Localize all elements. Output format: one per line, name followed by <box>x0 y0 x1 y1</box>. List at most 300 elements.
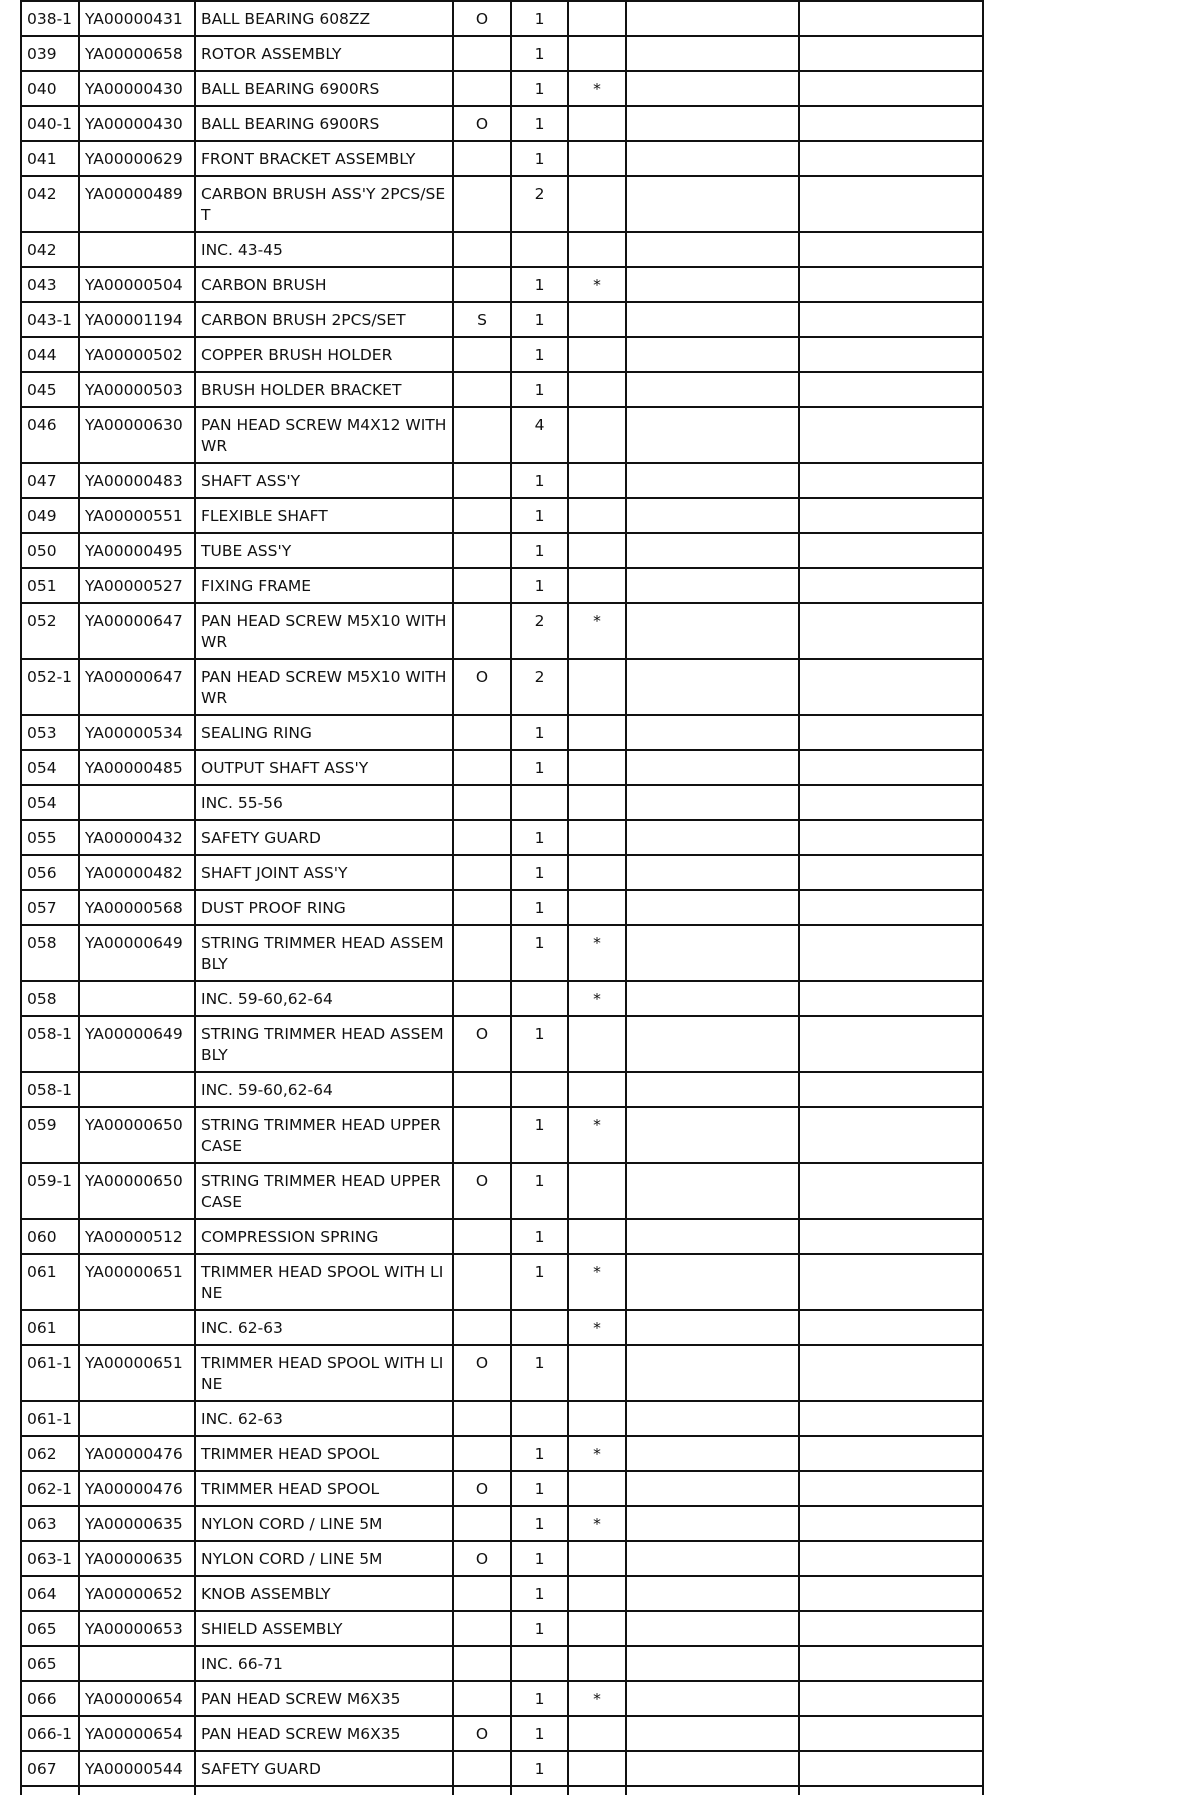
part-number-cell: 058-1 <box>21 1072 79 1107</box>
extra-cell <box>799 463 983 498</box>
extra-cell <box>626 106 799 141</box>
type-cell <box>453 141 511 176</box>
type-cell <box>453 1506 511 1541</box>
part-code-cell: YA00000652 <box>79 1576 195 1611</box>
table-row <box>21 890 983 925</box>
quantity-cell: 1 <box>511 855 568 890</box>
part-code-cell <box>79 785 195 820</box>
quantity-cell <box>511 1310 568 1345</box>
mark-cell <box>568 659 626 715</box>
extra-cell <box>626 71 799 106</box>
mark-cell <box>568 176 626 232</box>
extra-cell <box>626 176 799 232</box>
part-code-cell <box>79 1072 195 1107</box>
table-row <box>21 715 983 750</box>
type-cell <box>453 1436 511 1471</box>
part-code-cell: YA00000630 <box>79 407 195 463</box>
part-number-cell: 041 <box>21 141 79 176</box>
table-row <box>21 1646 983 1681</box>
table-row <box>21 1163 983 1219</box>
quantity-cell: 1 <box>511 1 568 36</box>
extra-cell <box>799 36 983 71</box>
table-row <box>21 820 983 855</box>
parts-list-page <box>20 0 982 1795</box>
extra-cell <box>626 568 799 603</box>
part-code-cell: YA00000651 <box>79 1254 195 1310</box>
extra-cell <box>799 1254 983 1310</box>
extra-cell <box>626 925 799 981</box>
type-cell <box>453 1576 511 1611</box>
part-code-cell: YA00000653 <box>79 1611 195 1646</box>
mark-cell <box>568 232 626 267</box>
table-row <box>21 533 983 568</box>
quantity-cell: 1 <box>511 1506 568 1541</box>
extra-cell <box>626 1401 799 1436</box>
part-number-cell: 040 <box>21 71 79 106</box>
quantity-cell <box>511 232 568 267</box>
quantity-cell: 1 <box>511 1107 568 1163</box>
type-cell: O <box>453 1716 511 1751</box>
type-cell: O <box>453 1541 511 1576</box>
description-cell: SAFETY GUARD <box>195 820 453 855</box>
description-cell: STRING TRIMMER HEAD ASSEMBLY <box>195 925 453 981</box>
description-cell: INC. 43-45 <box>195 232 453 267</box>
quantity-cell: 1 <box>511 1681 568 1716</box>
description-cell: STRING TRIMMER HEAD ASSEMBLY <box>195 1016 453 1072</box>
extra-cell <box>626 1576 799 1611</box>
extra-cell <box>626 1 799 36</box>
quantity-cell: 2 <box>511 659 568 715</box>
description-cell: SAFETY GUARD <box>195 1751 453 1786</box>
extra-cell <box>626 1611 799 1646</box>
type-cell: O <box>453 1016 511 1072</box>
table-row <box>21 1506 983 1541</box>
quantity-cell: 1 <box>511 302 568 337</box>
table-row <box>21 750 983 785</box>
extra-cell <box>799 659 983 715</box>
quantity-cell: 1 <box>511 890 568 925</box>
description-cell: FIXING FRAME <box>195 568 453 603</box>
quantity-cell <box>511 1646 568 1681</box>
quantity-cell: 1 <box>511 1751 568 1786</box>
table-row <box>21 1016 983 1072</box>
mark-cell <box>568 1345 626 1401</box>
mark-cell <box>568 372 626 407</box>
part-code-cell: YA00000650 <box>79 1107 195 1163</box>
quantity-cell: 1 <box>511 36 568 71</box>
extra-cell <box>799 498 983 533</box>
table-row <box>21 302 983 337</box>
extra-cell <box>799 1716 983 1751</box>
type-cell <box>453 267 511 302</box>
part-number-cell: 056 <box>21 855 79 890</box>
extra-cell <box>626 1506 799 1541</box>
extra-cell <box>626 141 799 176</box>
extra-cell <box>799 890 983 925</box>
extra-cell <box>799 1541 983 1576</box>
mark-cell: * <box>568 981 626 1016</box>
description-cell: STRING TRIMMER HEAD UPPER CASE <box>195 1107 453 1163</box>
table-row <box>21 498 983 533</box>
table-cell <box>195 1786 453 1795</box>
part-code-cell: YA00000551 <box>79 498 195 533</box>
description-cell: SHAFT ASS'Y <box>195 463 453 498</box>
mark-cell: * <box>568 1310 626 1345</box>
extra-cell <box>799 855 983 890</box>
quantity-cell: 1 <box>511 337 568 372</box>
part-code-cell: YA00000495 <box>79 533 195 568</box>
extra-cell <box>799 141 983 176</box>
table-cell <box>453 1786 511 1795</box>
quantity-cell <box>511 981 568 1016</box>
type-cell <box>453 1681 511 1716</box>
part-code-cell: YA00000431 <box>79 1 195 36</box>
part-code-cell: YA00000512 <box>79 1219 195 1254</box>
table-row <box>21 36 983 71</box>
part-number-cell: 042 <box>21 232 79 267</box>
quantity-cell: 1 <box>511 372 568 407</box>
table-row <box>21 141 983 176</box>
extra-cell <box>626 36 799 71</box>
mark-cell: * <box>568 1681 626 1716</box>
table-row <box>21 1751 983 1786</box>
description-cell: INC. 62-63 <box>195 1401 453 1436</box>
extra-cell <box>626 820 799 855</box>
extra-cell <box>799 267 983 302</box>
mark-cell <box>568 820 626 855</box>
parts-table-body <box>21 0 983 1795</box>
part-number-cell: 059-1 <box>21 1163 79 1219</box>
part-code-cell: YA00000503 <box>79 372 195 407</box>
extra-cell <box>626 603 799 659</box>
part-code-cell <box>79 1401 195 1436</box>
extra-cell <box>626 1646 799 1681</box>
description-cell: INC. 55-56 <box>195 785 453 820</box>
type-cell: O <box>453 1 511 36</box>
mark-cell <box>568 407 626 463</box>
table-row <box>21 407 983 463</box>
description-cell: PAN HEAD SCREW M5X10 WITH WR <box>195 603 453 659</box>
quantity-cell: 1 <box>511 1163 568 1219</box>
extra-cell <box>799 1506 983 1541</box>
description-cell: OUTPUT SHAFT ASS'Y <box>195 750 453 785</box>
part-code-cell: YA00000649 <box>79 1016 195 1072</box>
quantity-cell: 1 <box>511 1254 568 1310</box>
extra-cell <box>799 1 983 36</box>
part-code-cell: YA00000432 <box>79 820 195 855</box>
part-number-cell: 061 <box>21 1310 79 1345</box>
table-row <box>21 1219 983 1254</box>
mark-cell <box>568 1072 626 1107</box>
type-cell <box>453 715 511 750</box>
description-cell: PAN HEAD SCREW M5X10 WITH WR <box>195 659 453 715</box>
type-cell <box>453 463 511 498</box>
table-row <box>21 1541 983 1576</box>
extra-cell <box>799 302 983 337</box>
part-code-cell: YA00000568 <box>79 890 195 925</box>
quantity-cell: 1 <box>511 820 568 855</box>
mark-cell: * <box>568 1107 626 1163</box>
extra-cell <box>799 1681 983 1716</box>
quantity-cell: 1 <box>511 1611 568 1646</box>
mark-cell <box>568 890 626 925</box>
description-cell: DUST PROOF RING <box>195 890 453 925</box>
extra-cell <box>799 1751 983 1786</box>
part-code-cell: YA00000647 <box>79 659 195 715</box>
quantity-cell: 1 <box>511 1576 568 1611</box>
extra-cell <box>626 302 799 337</box>
extra-cell <box>626 337 799 372</box>
mark-cell <box>568 1471 626 1506</box>
extra-cell <box>626 659 799 715</box>
quantity-cell: 1 <box>511 1219 568 1254</box>
mark-cell <box>568 568 626 603</box>
table-row <box>21 785 983 820</box>
part-code-cell: YA00000502 <box>79 337 195 372</box>
type-cell <box>453 855 511 890</box>
extra-cell <box>799 820 983 855</box>
extra-cell <box>799 715 983 750</box>
type-cell: O <box>453 659 511 715</box>
mark-cell <box>568 337 626 372</box>
part-code-cell: YA00000483 <box>79 463 195 498</box>
quantity-cell: 1 <box>511 1345 568 1401</box>
description-cell: ROTOR ASSEMBLY <box>195 36 453 71</box>
description-cell: BALL BEARING 6900RS <box>195 71 453 106</box>
description-cell: SHIELD ASSEMBLY <box>195 1611 453 1646</box>
part-code-cell: YA00000489 <box>79 176 195 232</box>
mark-cell <box>568 533 626 568</box>
extra-cell <box>626 890 799 925</box>
mark-cell <box>568 463 626 498</box>
description-cell: KNOB ASSEMBLY <box>195 1576 453 1611</box>
part-number-cell: 066-1 <box>21 1716 79 1751</box>
table-row <box>21 1 983 36</box>
part-number-cell: 046 <box>21 407 79 463</box>
table-row <box>21 232 983 267</box>
type-cell <box>453 372 511 407</box>
part-code-cell <box>79 1310 195 1345</box>
part-number-cell: 059 <box>21 1107 79 1163</box>
mark-cell <box>568 1541 626 1576</box>
extra-cell <box>626 785 799 820</box>
extra-cell <box>626 1016 799 1072</box>
description-cell: SHAFT JOINT ASS'Y <box>195 855 453 890</box>
extra-cell <box>626 1345 799 1401</box>
description-cell: TUBE ASS'Y <box>195 533 453 568</box>
mark-cell <box>568 1163 626 1219</box>
part-number-cell: 054 <box>21 750 79 785</box>
extra-cell <box>626 750 799 785</box>
description-cell: SEALING RING <box>195 715 453 750</box>
quantity-cell: 1 <box>511 750 568 785</box>
extra-cell <box>799 1016 983 1072</box>
part-number-cell: 064 <box>21 1576 79 1611</box>
mark-cell <box>568 1751 626 1786</box>
quantity-cell: 1 <box>511 533 568 568</box>
parts-table <box>20 0 984 1795</box>
extra-cell <box>799 1219 983 1254</box>
extra-cell <box>799 568 983 603</box>
description-cell: NYLON CORD / LINE 5M <box>195 1541 453 1576</box>
table-row <box>21 106 983 141</box>
extra-cell <box>799 372 983 407</box>
part-code-cell: YA00000430 <box>79 71 195 106</box>
part-number-cell: 049 <box>21 498 79 533</box>
type-cell: O <box>453 1163 511 1219</box>
table-cell <box>568 1786 626 1795</box>
part-code-cell: YA00000629 <box>79 141 195 176</box>
description-cell: FRONT BRACKET ASSEMBLY <box>195 141 453 176</box>
type-cell <box>453 1219 511 1254</box>
part-code-cell: YA00000476 <box>79 1436 195 1471</box>
part-code-cell: YA00000635 <box>79 1506 195 1541</box>
extra-cell <box>626 715 799 750</box>
type-cell <box>453 1254 511 1310</box>
extra-cell <box>799 1345 983 1401</box>
part-number-cell: 047 <box>21 463 79 498</box>
type-cell <box>453 533 511 568</box>
table-row <box>21 659 983 715</box>
quantity-cell: 1 <box>511 1016 568 1072</box>
extra-cell <box>626 1541 799 1576</box>
mark-cell <box>568 302 626 337</box>
extra-cell <box>626 232 799 267</box>
quantity-cell: 1 <box>511 267 568 302</box>
extra-cell <box>626 372 799 407</box>
table-cell <box>799 1786 983 1795</box>
extra-cell <box>799 1107 983 1163</box>
mark-cell: * <box>568 1506 626 1541</box>
table-row <box>21 176 983 232</box>
extra-cell <box>626 1436 799 1471</box>
type-cell <box>453 36 511 71</box>
type-cell <box>453 1107 511 1163</box>
part-number-cell: 038-1 <box>21 1 79 36</box>
table-row <box>21 1310 983 1345</box>
table-cell <box>79 1786 195 1795</box>
extra-cell <box>626 1310 799 1345</box>
type-cell: O <box>453 1471 511 1506</box>
part-code-cell: YA00000651 <box>79 1345 195 1401</box>
type-cell <box>453 1611 511 1646</box>
part-number-cell: 063-1 <box>21 1541 79 1576</box>
description-cell: INC. 66-71 <box>195 1646 453 1681</box>
mark-cell <box>568 855 626 890</box>
extra-cell <box>799 981 983 1016</box>
part-code-cell: YA00000504 <box>79 267 195 302</box>
mark-cell <box>568 1716 626 1751</box>
description-cell: TRIMMER HEAD SPOOL WITH LINE <box>195 1254 453 1310</box>
extra-cell <box>626 407 799 463</box>
type-cell <box>453 1310 511 1345</box>
table-row <box>21 1436 983 1471</box>
part-number-cell: 062 <box>21 1436 79 1471</box>
part-number-cell: 050 <box>21 533 79 568</box>
part-code-cell: YA00000654 <box>79 1681 195 1716</box>
part-code-cell: YA00000534 <box>79 715 195 750</box>
extra-cell <box>799 1436 983 1471</box>
mark-cell <box>568 1646 626 1681</box>
extra-cell <box>799 533 983 568</box>
extra-cell <box>626 463 799 498</box>
part-code-cell: YA00000430 <box>79 106 195 141</box>
quantity-cell: 1 <box>511 568 568 603</box>
extra-cell <box>799 1611 983 1646</box>
extra-cell <box>626 1681 799 1716</box>
extra-cell <box>799 1471 983 1506</box>
part-code-cell: YA00000482 <box>79 855 195 890</box>
extra-cell <box>799 1576 983 1611</box>
extra-cell <box>626 1254 799 1310</box>
description-cell: PAN HEAD SCREW M6X35 <box>195 1681 453 1716</box>
part-code-cell: YA00000654 <box>79 1716 195 1751</box>
quantity-cell: 1 <box>511 1436 568 1471</box>
mark-cell <box>568 1576 626 1611</box>
table-row <box>21 1716 983 1751</box>
part-code-cell: YA00000658 <box>79 36 195 71</box>
type-cell <box>453 407 511 463</box>
part-code-cell: YA00001194 <box>79 302 195 337</box>
description-cell: BALL BEARING 6900RS <box>195 106 453 141</box>
part-number-cell: 058 <box>21 981 79 1016</box>
table-row <box>21 603 983 659</box>
quantity-cell: 1 <box>511 1541 568 1576</box>
part-code-cell: YA00000649 <box>79 925 195 981</box>
description-cell: STRING TRIMMER HEAD UPPER CASE <box>195 1163 453 1219</box>
type-cell <box>453 785 511 820</box>
part-code-cell: YA00000485 <box>79 750 195 785</box>
extra-cell <box>799 925 983 981</box>
extra-cell <box>799 1310 983 1345</box>
table-row <box>21 337 983 372</box>
extra-cell <box>799 176 983 232</box>
quantity-cell: 1 <box>511 106 568 141</box>
part-code-cell: YA00000527 <box>79 568 195 603</box>
quantity-cell <box>511 1072 568 1107</box>
table-row <box>21 1107 983 1163</box>
type-cell <box>453 232 511 267</box>
part-number-cell: 065 <box>21 1646 79 1681</box>
mark-cell <box>568 106 626 141</box>
extra-cell <box>626 1072 799 1107</box>
table-row <box>21 568 983 603</box>
extra-cell <box>799 1646 983 1681</box>
extra-cell <box>799 71 983 106</box>
type-cell <box>453 981 511 1016</box>
type-cell <box>453 750 511 785</box>
table-row <box>21 1401 983 1436</box>
part-number-cell: 058-1 <box>21 1016 79 1072</box>
mark-cell <box>568 1016 626 1072</box>
table-cell <box>511 1786 568 1795</box>
part-code-cell: YA00000544 <box>79 1751 195 1786</box>
part-code-cell: YA00000647 <box>79 603 195 659</box>
description-cell: TRIMMER HEAD SPOOL <box>195 1436 453 1471</box>
table-row <box>21 463 983 498</box>
quantity-cell: 1 <box>511 715 568 750</box>
description-cell: COMPRESSION SPRING <box>195 1219 453 1254</box>
type-cell: O <box>453 106 511 141</box>
mark-cell: * <box>568 1254 626 1310</box>
mark-cell <box>568 785 626 820</box>
part-number-cell: 040-1 <box>21 106 79 141</box>
quantity-cell: 1 <box>511 498 568 533</box>
mark-cell <box>568 1 626 36</box>
table-row <box>21 1681 983 1716</box>
quantity-cell <box>511 785 568 820</box>
mark-cell <box>568 498 626 533</box>
